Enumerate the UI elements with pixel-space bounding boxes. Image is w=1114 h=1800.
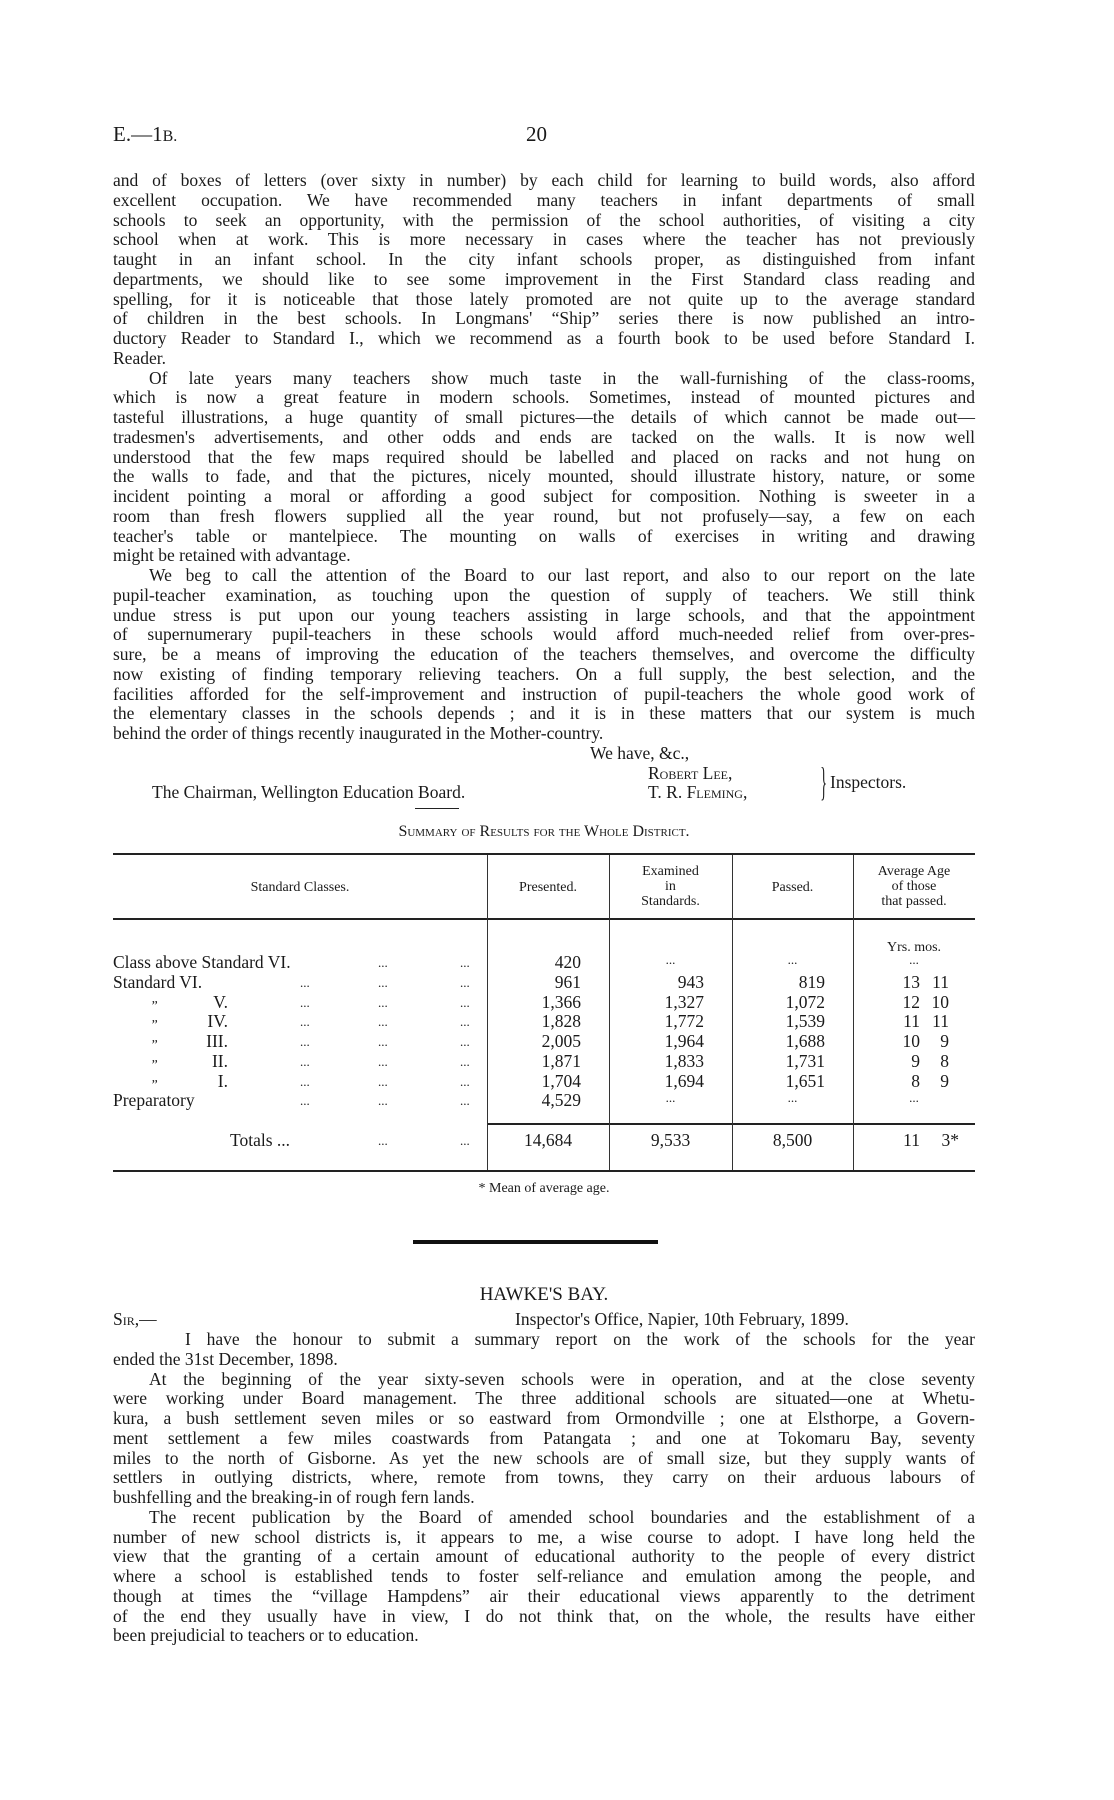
text-line: We beg to call the attention of the Board to our last report, and also to our report on the late bbox=[149, 565, 975, 585]
cell-examined: 9,533 bbox=[650, 1130, 691, 1150]
paragraph bbox=[113, 566, 975, 744]
text-line: and of boxes of letters (over sixty in number) by each child for learning to build words, also afford bbox=[113, 170, 975, 190]
leader-dots: ... bbox=[460, 1073, 470, 1089]
text-line: sure, be a means of improving the education of the teachers themselves, and overcome the difficulty bbox=[113, 644, 975, 664]
leader-dots: ... bbox=[460, 1133, 470, 1148]
text-line: miles to the north of Gisborne. As yet the new schools are of small size, but they supply wants of bbox=[113, 1447, 975, 1468]
cell-age-months: 8 bbox=[940, 1050, 949, 1071]
ditto-mark: ” bbox=[150, 1018, 158, 1034]
text-line: of children in the best schools. In Longmans' “Ship” series there is now published an intro- bbox=[113, 308, 975, 329]
cell-presented: 961 bbox=[554, 971, 581, 992]
leader-dots: ... bbox=[378, 955, 388, 970]
short-divider bbox=[415, 808, 459, 809]
text-line: been prejudicial to teachers or to education. bbox=[113, 1625, 419, 1646]
row-label: Standard VI. bbox=[113, 971, 203, 992]
ditto-mark: ” bbox=[150, 1077, 158, 1093]
reference-suffix: B. bbox=[162, 128, 178, 145]
leader-dots: ... bbox=[300, 1034, 310, 1049]
closing-line: We have, &c., bbox=[590, 743, 690, 763]
leader-dots: ... bbox=[300, 1093, 310, 1109]
text-line: pupil-teacher examination, as touching upon the question of supply of teachers. We still think bbox=[113, 584, 975, 605]
text-line: the elementary classes in the schools depends ; and it is in these matters that our system is much bbox=[113, 703, 975, 724]
text-line: room than fresh flowers supplied all the year round, but not profusely—say, a few on each bbox=[113, 505, 975, 526]
cell-passed: 8,500 bbox=[772, 1130, 813, 1150]
cell-examined: 943 bbox=[677, 971, 704, 992]
header-passed: Passed. bbox=[771, 880, 814, 895]
cell-examined: 1,772 bbox=[664, 1011, 704, 1032]
text-line: The recent publication by the Board of amended school boundaries and the establishment of a bbox=[149, 1506, 975, 1527]
section-divider-bar bbox=[413, 1240, 658, 1244]
text-line: of supernumerary pupil-teachers in these schools would afford much-needed relief from over-pres- bbox=[113, 624, 975, 645]
age-units: Yrs. mos. bbox=[886, 940, 942, 955]
text-line: behind the order of things recently inaugurated in the Mother-country. bbox=[113, 723, 604, 743]
leader-dots: ... bbox=[378, 1073, 388, 1089]
cell-age-years: 11 bbox=[903, 1130, 920, 1150]
leader-dots: ... bbox=[460, 994, 470, 1010]
text-line: ductory Reader to Standard I., which we recommend as a fourth book to be used before Standard I. bbox=[113, 328, 975, 348]
text-line: might be retained with advantage. bbox=[113, 545, 351, 566]
leader-dots: ... bbox=[378, 1034, 388, 1049]
cell-presented: 2,005 bbox=[541, 1031, 581, 1051]
cell-examined: 1,833 bbox=[664, 1050, 704, 1071]
header-line: of those bbox=[891, 879, 937, 894]
header-line: Standards. bbox=[641, 894, 700, 909]
table-bottom-rule bbox=[113, 1170, 975, 1172]
paragraphs-block bbox=[113, 1330, 975, 1646]
section-heading: HAWKE'S BAY. bbox=[479, 1284, 609, 1305]
text-line: At the beginning of the year sixty-seven schools were in operation, and at the close seventy bbox=[149, 1368, 975, 1389]
cell-age-years: 12 bbox=[902, 991, 920, 1012]
text-line: though at times the “village Hampdens” air their educational views apparently to the detriment bbox=[113, 1585, 975, 1606]
leader-dots: ... bbox=[378, 1093, 388, 1109]
header-examined bbox=[609, 864, 732, 909]
text-line: of the end they usually have in view, I do not think that, on the whole, the results have either bbox=[113, 1605, 975, 1626]
cell-age-months: 11 bbox=[932, 1011, 949, 1032]
text-line: tradesmen's advertisements, and other odds and ends are tacked on the walls. It is now well bbox=[113, 426, 975, 447]
row-label: IV. bbox=[207, 1011, 228, 1032]
text-line: tasteful illustrations, a huge quantity of small pictures—the details of which cannot be made out— bbox=[113, 407, 975, 427]
text-line: teacher's table or mantelpiece. The mounting on walls of exercises in writing and drawing bbox=[113, 525, 975, 546]
ditto-mark: ” bbox=[150, 1057, 158, 1073]
row-label: II. bbox=[211, 1050, 228, 1071]
leader-dots: ... bbox=[460, 1014, 470, 1030]
signatory-2: T. R. Fleming, bbox=[648, 782, 748, 802]
cell-age-months: 10 bbox=[931, 991, 949, 1012]
cell-examined: 1,694 bbox=[664, 1070, 704, 1091]
leader-dots: ... bbox=[460, 1034, 470, 1049]
cell-presented: 1,871 bbox=[541, 1050, 581, 1071]
cell-age-years: 13 bbox=[902, 971, 920, 992]
text-line: I have the honour to submit a summary report on the work of the schools for the year bbox=[185, 1329, 975, 1349]
cell-age-months: 11 bbox=[932, 971, 949, 992]
row-label: I. bbox=[217, 1070, 228, 1091]
text-line: departments, we should like to see some improvement in the First Standard class reading and bbox=[113, 268, 975, 289]
reference-code: E.—1 bbox=[113, 122, 163, 146]
paragraphs-block bbox=[113, 171, 975, 744]
ditto-mark: ” bbox=[150, 998, 158, 1014]
paragraph bbox=[113, 1370, 975, 1508]
cell-examined: ... bbox=[665, 1090, 676, 1106]
cell-examined: ... bbox=[665, 952, 676, 967]
text-line: ment settlement a few miles coastwards from Patangata ; and one at Tokomaru Bay, seventy bbox=[113, 1427, 975, 1448]
cell-passed: 1,731 bbox=[785, 1050, 825, 1071]
text-line: Of late years many teachers show much taste in the wall-furnishing of the class-rooms, bbox=[149, 367, 975, 388]
paragraph bbox=[113, 1508, 975, 1646]
cell-presented: 14,684 bbox=[523, 1130, 573, 1150]
text-line: understood that the few maps required should be labelled and placed on racks and not hung on bbox=[113, 446, 975, 467]
cell-passed: ... bbox=[787, 952, 798, 967]
cell-passed: ... bbox=[787, 1090, 798, 1106]
text-line: excellent occupation. We have recommended many teachers in infant departments of small bbox=[113, 189, 975, 210]
cell-presented: 1,828 bbox=[541, 1011, 581, 1032]
leader-dots: ... bbox=[300, 1014, 310, 1030]
leader-dots: ... bbox=[460, 1053, 470, 1069]
signatory-1: Robert Lee, bbox=[648, 763, 733, 783]
leader-dots: ... bbox=[378, 1133, 388, 1148]
cell-age-years: 11 bbox=[903, 1011, 920, 1032]
row-label: Class above Standard VI. bbox=[113, 952, 291, 972]
text-line: which is now a great feature in modern schools. Sometimes, instead of mounted pictures and bbox=[113, 387, 975, 408]
cell-passed: 1,072 bbox=[785, 991, 825, 1012]
cell-passed: 1,688 bbox=[785, 1031, 825, 1051]
leader-dots: ... bbox=[460, 974, 470, 990]
row-label: III. bbox=[206, 1031, 228, 1051]
paragraph bbox=[113, 369, 975, 567]
text-line: kura, a bush settlement seven miles or so eastward from Ormondville ; one at Elsthorpe, a Govern- bbox=[113, 1408, 975, 1428]
signatory-role: Inspectors. bbox=[830, 772, 907, 792]
text-line: where a school is established tends to foster self-reliance and emulation among the people, and bbox=[113, 1566, 975, 1586]
cell-age-months: 9 bbox=[940, 1070, 949, 1091]
page-number: 20 bbox=[526, 122, 547, 146]
cell-age-years: 8 bbox=[911, 1070, 920, 1091]
brace-glyph: } bbox=[820, 759, 827, 804]
cell-presented: 4,529 bbox=[541, 1090, 581, 1111]
paragraph bbox=[113, 171, 975, 369]
row-label: V. bbox=[213, 991, 228, 1012]
text-line: facilities afforded for the self-improvement and instruction of pupil-teachers the whole good work of bbox=[113, 683, 975, 704]
ditto-mark: ” bbox=[150, 1038, 158, 1053]
leader-dots: ... bbox=[460, 955, 470, 970]
text-line: settlers in outlying districts, where, remote from towns, they carry on their arduous labours of bbox=[113, 1467, 975, 1488]
document-reference bbox=[113, 122, 177, 147]
header-presented: Presented. bbox=[519, 880, 577, 895]
text-line: the walls to fade, and that the pictures, nicely mounted, should illustrate history, nature, or some bbox=[113, 466, 975, 487]
text-line: bushfelling and the breaking-in of rough fern lands. bbox=[113, 1487, 475, 1507]
header-line: that passed. bbox=[881, 894, 947, 909]
row-label: Preparatory bbox=[113, 1090, 195, 1111]
text-line: now existing of finding temporary relieving teachers. On a full supply, the best selection, and the bbox=[113, 663, 975, 684]
text-line: Reader. bbox=[113, 347, 166, 368]
cell-age-years: ... bbox=[909, 1090, 919, 1106]
cell-age-months: 9 bbox=[940, 1031, 949, 1051]
table-footnote: * Mean of average age. bbox=[478, 1181, 610, 1196]
cell-passed: 1,651 bbox=[785, 1070, 825, 1091]
leader-dots: ... bbox=[300, 1073, 310, 1089]
leader-dots: ... bbox=[378, 1053, 388, 1069]
text-line: ended the 31st December, 1898. bbox=[113, 1348, 338, 1369]
leader-dots: ... bbox=[460, 1093, 470, 1109]
cell-passed: 819 bbox=[798, 971, 825, 992]
text-line: view that the granting of a certain amount of educational authority to the people of every district bbox=[113, 1546, 975, 1567]
cell-presented: 1,704 bbox=[541, 1070, 581, 1091]
text-line: were working under Board management. The three additional schools are situated—one at Whetu- bbox=[113, 1388, 975, 1409]
header-line: Average Age bbox=[877, 864, 951, 879]
header-line: Examined bbox=[642, 864, 699, 879]
header-line: in bbox=[665, 879, 676, 894]
cell-age-months: 3* bbox=[941, 1130, 959, 1150]
leader-dots: ... bbox=[300, 974, 310, 990]
cell-age-years: 9 bbox=[911, 1050, 920, 1071]
text-line: school when at work. This is more necessary in cases where the teacher has not previously bbox=[113, 229, 975, 250]
table-title: Summary of Results for the Whole District. bbox=[398, 823, 690, 840]
totals-rule bbox=[487, 1123, 975, 1125]
header-average-age bbox=[853, 864, 975, 909]
salutation: Sir,— bbox=[113, 1309, 157, 1329]
addressee: The Chairman, Wellington Education Board. bbox=[152, 782, 466, 802]
leader-dots: ... bbox=[300, 1053, 310, 1069]
text-line: spelling, for it is noticeable that those lately promoted are not quite up to the average standard bbox=[113, 288, 975, 309]
leader-dots: ... bbox=[300, 994, 310, 1010]
cell-passed: 1,539 bbox=[785, 1011, 825, 1032]
leader-dots: ... bbox=[378, 974, 388, 990]
row-label: Totals ... bbox=[230, 1130, 291, 1150]
text-line: schools to seek an opportunity, with the permission of the school authorities, of visiting a city bbox=[113, 209, 975, 230]
cell-presented: 420 bbox=[554, 952, 581, 972]
cell-age-years: ... bbox=[909, 952, 919, 967]
cell-examined: 1,327 bbox=[664, 991, 704, 1012]
text-line: undue stress is put upon our young teachers assisting in large schools, and that the appointment bbox=[113, 604, 975, 625]
table-header-rule bbox=[113, 918, 975, 920]
dateline: Inspector's Office, Napier, 10th February, 1899. bbox=[515, 1309, 849, 1329]
cell-presented: 1,366 bbox=[541, 991, 581, 1012]
text-line: taught in an infant school. In the city infant schools proper, as distinguished from infant bbox=[113, 249, 975, 269]
leader-dots: ... bbox=[378, 994, 388, 1010]
paragraph bbox=[113, 1330, 975, 1370]
text-line: incident pointing a moral or affording a good subject for composition. Nothing is sweeter in a bbox=[113, 486, 975, 506]
leader-dots: ... bbox=[378, 1014, 388, 1030]
cell-age-years: 10 bbox=[902, 1031, 920, 1051]
header-standard-classes: Standard Classes. bbox=[250, 880, 350, 895]
text-line: number of new school districts is, it appears to me, a wise course to adopt. I have long held the bbox=[113, 1526, 975, 1547]
cell-examined: 1,964 bbox=[664, 1031, 704, 1051]
table-top-rule bbox=[113, 853, 975, 855]
